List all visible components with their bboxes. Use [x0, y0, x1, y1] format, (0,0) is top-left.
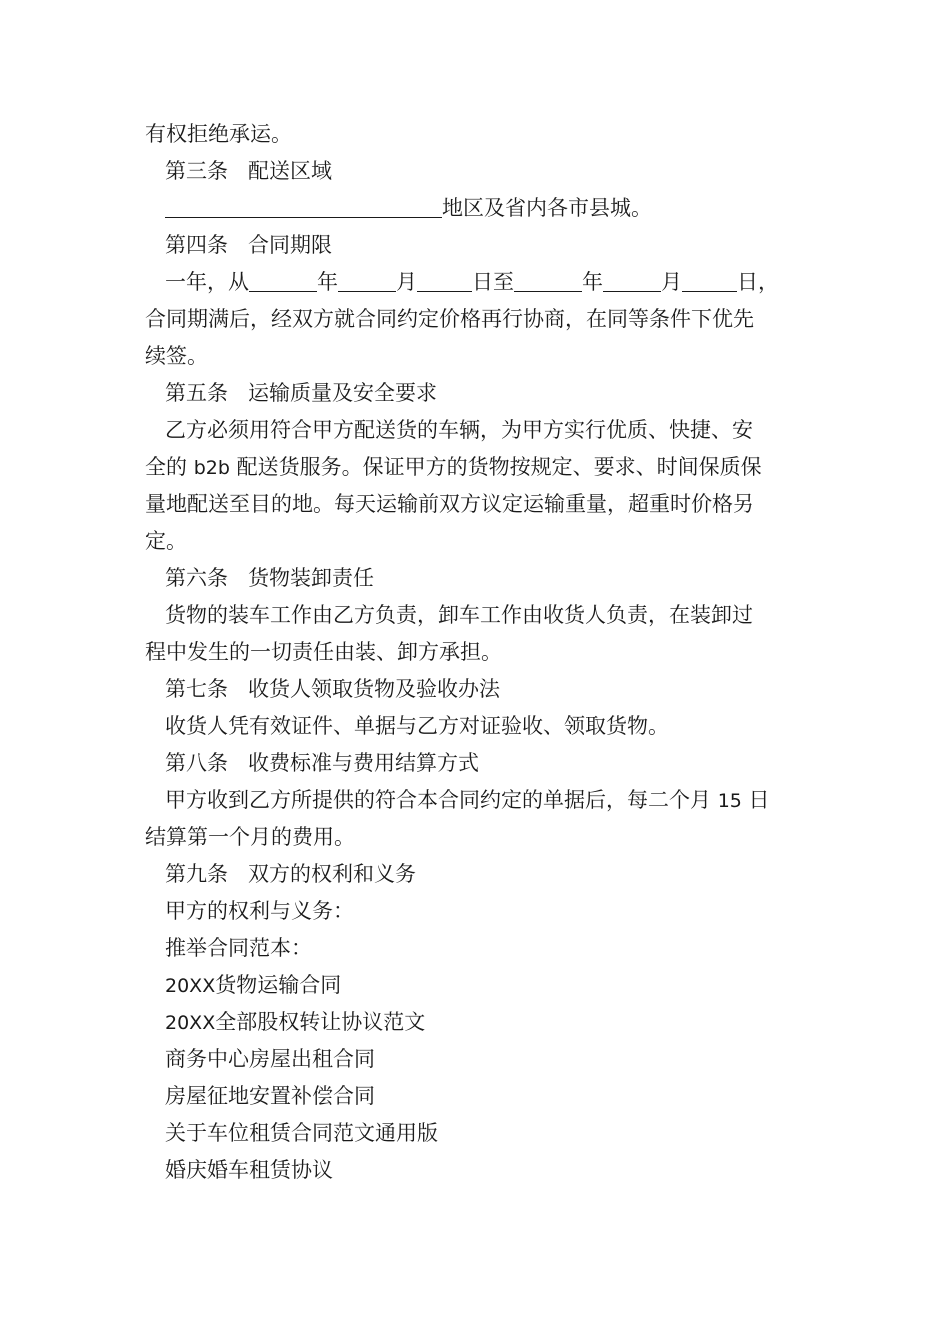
- fill-in-blank: [249, 266, 317, 292]
- fill-in-blank: [417, 266, 472, 292]
- subheading: 甲方的权利与义务：: [165, 899, 354, 923]
- recommended-link[interactable]: 20XX全部股权转让协议范文: [165, 1010, 426, 1034]
- article-title: 配送区域: [248, 159, 332, 183]
- recommended-link[interactable]: 关于车位租赁合同范文通用版: [165, 1121, 438, 1145]
- article-6-heading: [145, 560, 810, 597]
- paragraph-line: 全的 b2b 配送货服务。保证甲方的货物按规定、要求、时间保质保: [145, 455, 762, 479]
- recommended-link[interactable]: 房屋征地安置补偿合同: [165, 1084, 375, 1108]
- article-4-heading: [145, 227, 810, 264]
- article-number: 第四条: [165, 233, 228, 257]
- paragraph-line: 有权拒绝承运。: [145, 122, 292, 146]
- paragraph-line: 收货人凭有效证件、单据与乙方对证验收、领取货物。: [165, 714, 669, 738]
- fill-in-blank: [338, 266, 396, 292]
- article-7-heading: [145, 671, 810, 708]
- recommended-link[interactable]: 商务中心房屋出租合同: [165, 1047, 375, 1071]
- paragraph-line: 合同期满后，经双方就合同约定价格再行协商，在同等条件下优先: [145, 307, 754, 331]
- article-number: 第七条: [165, 677, 228, 701]
- paragraph-line: 续签。: [145, 344, 208, 368]
- paragraph-line: 一年，从 年 月 日至 年 月 日，: [145, 264, 810, 301]
- fill-in-blank: [682, 266, 737, 292]
- recommended-link[interactable]: 婚庆婚车租赁协议: [165, 1158, 333, 1182]
- fill-in-blank: [514, 266, 582, 292]
- article-number: 第六条: [165, 566, 228, 590]
- article-number: 第九条: [165, 862, 228, 886]
- article-title: 收费标准与费用结算方式: [248, 751, 479, 775]
- paragraph-line: 甲方收到乙方所提供的符合本合同约定的单据后，每二个月 15 日: [165, 788, 770, 812]
- paragraph-line: 定。: [145, 529, 187, 553]
- article-5-heading: [145, 375, 810, 412]
- article-title: 货物装卸责任: [248, 566, 374, 590]
- article-3-heading: [145, 153, 810, 190]
- paragraph-line: 程中发生的一切责任由装、卸方承担。: [145, 640, 502, 664]
- article-title: 合同期限: [248, 233, 332, 257]
- article-9-heading: [145, 856, 810, 893]
- paragraph-line: 结算第一个月的费用。: [145, 825, 355, 849]
- article-number: 第五条: [165, 381, 228, 405]
- paragraph-line: 货物的装车工作由乙方负责，卸车工作由收货人负责，在装卸过: [165, 603, 753, 627]
- recommended-title: 推举合同范本：: [165, 936, 312, 960]
- article-8-heading: [145, 745, 810, 782]
- article-title: 收货人领取货物及验收办法: [248, 677, 500, 701]
- article-title: 双方的权利和义务: [248, 862, 416, 886]
- article-number: 第三条: [165, 159, 228, 183]
- article-number: 第八条: [165, 751, 228, 775]
- paragraph-line: 地区及省内各市县城。: [145, 190, 810, 227]
- article-title: 运输质量及安全要求: [248, 381, 437, 405]
- paragraph-line: 乙方必须用符合甲方配送货的车辆，为甲方实行优质、快捷、安: [165, 418, 753, 442]
- paragraph-line: 量地配送至目的地。每天运输前双方议定运输重量，超重时价格另: [145, 492, 754, 516]
- fill-in-blank: [603, 266, 661, 292]
- recommended-link[interactable]: 20XX货物运输合同: [165, 973, 342, 997]
- fill-in-blank: [165, 192, 442, 218]
- document-body: [145, 116, 810, 1189]
